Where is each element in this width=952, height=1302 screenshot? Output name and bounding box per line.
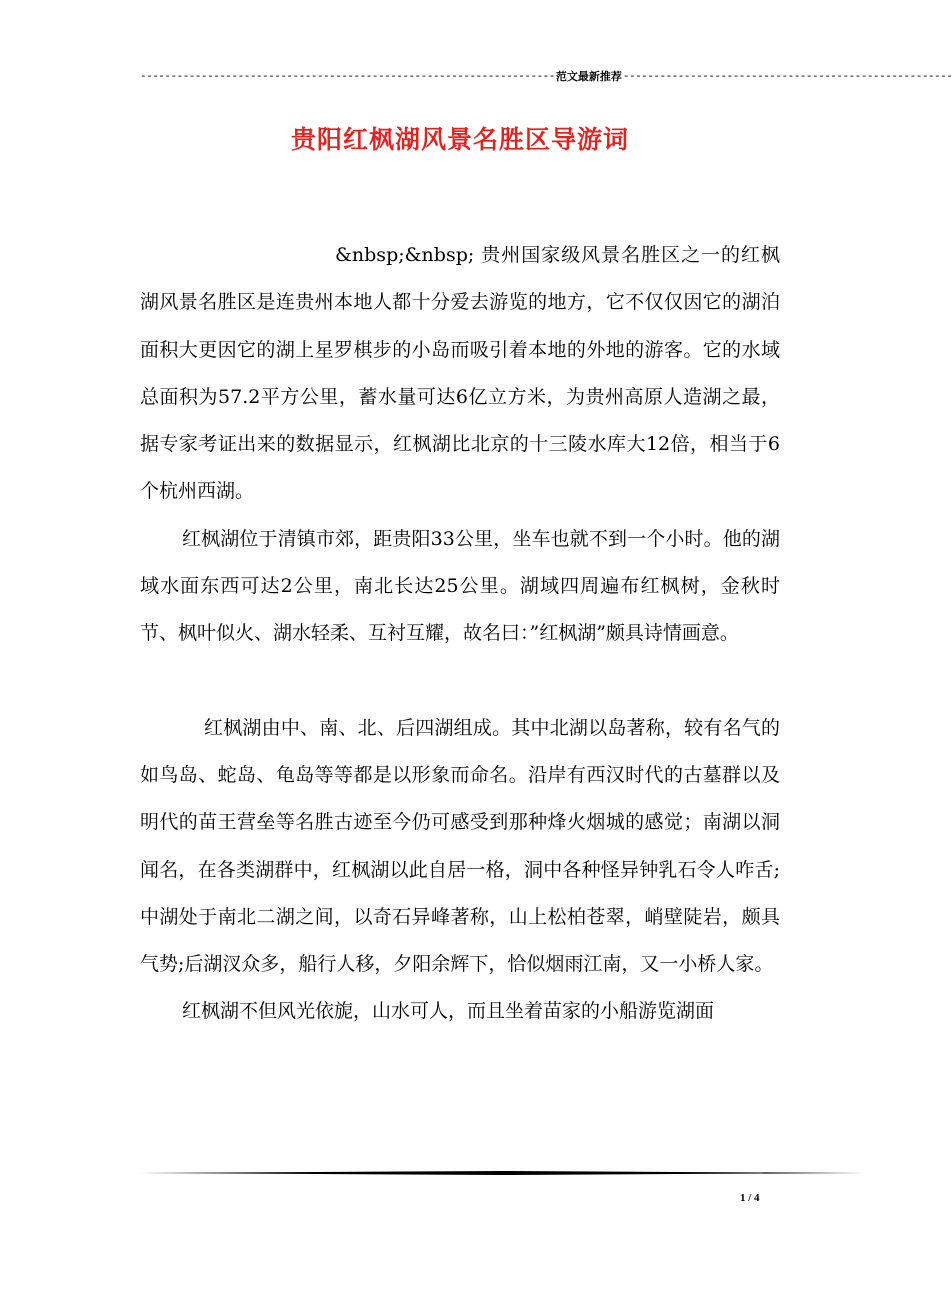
paragraph-4: 红枫湖不但风光依旎，山水可人，而且坐着苗家的小船游览湖面 — [182, 1000, 715, 1023]
paragraph-2: 红枫湖位于清镇市郊，距贵阳33公里，坐车也就不到一个小时。他的湖域水面东西可达2公里，南北长达25公里。湖域四周遍布红枫树，金秋时节、枫叶似火、湖水轻柔、互衬互耀，故名曰：”红枫湖”颇具诗情画意。 — [140, 527, 780, 645]
footer-rule — [140, 1171, 864, 1175]
document-title: 贵阳红枫湖风景名胜区导游词 — [290, 125, 629, 154]
header-dashes-right: ------------------------------------------------------ — [622, 71, 952, 83]
document-body — [140, 232, 780, 1036]
header-dashes-left: -------------------------------------------------------------------- — [140, 71, 555, 83]
page-number: 1 / 4 — [740, 1192, 760, 1204]
page-header — [140, 68, 952, 86]
paragraph-1: &nbsp;&nbsp; 贵州国家级风景名胜区之一的红枫湖风景名胜区是连贵州本地人都十分爱去游览的地方，它不仅仅因它的湖泊面积大更因它的湖上星罗棋步的小岛而吸引着本地的外地的游客。它的水域总面积为57.2平方公里，蓄水量可达6亿立方米，为贵州高原人造湖之最，据专家考证出来的数据显示，红枫湖比北京的十三陵水库大12倍，相当于6个杭州西湖。 — [140, 244, 780, 503]
paragraph-3: 红枫湖由中、南、北、后四湖组成。其中北湖以岛著称，较有名气的如鸟岛、蛇岛、龟岛等等都是以形象而命名。沿岸有西汉时代的古墓群以及明代的苗王营垒等名胜古迹至今仍可感受到那种烽火烟城的感觉；南湖以洞闻名，在各类湖群中，红枫湖以此自居一格，洞中各种怪异钟乳石令人咋舌;中湖处于南北二湖之间，以奇石异峰著称，山上松柏苍翠，峭壁陡岩，颇具气势;后湖汊众多，船行人移，夕阳余辉下，恰似烟雨江南，又一小桥人家。 — [140, 716, 780, 976]
header-label: 范文最新推荐 — [555, 70, 622, 83]
